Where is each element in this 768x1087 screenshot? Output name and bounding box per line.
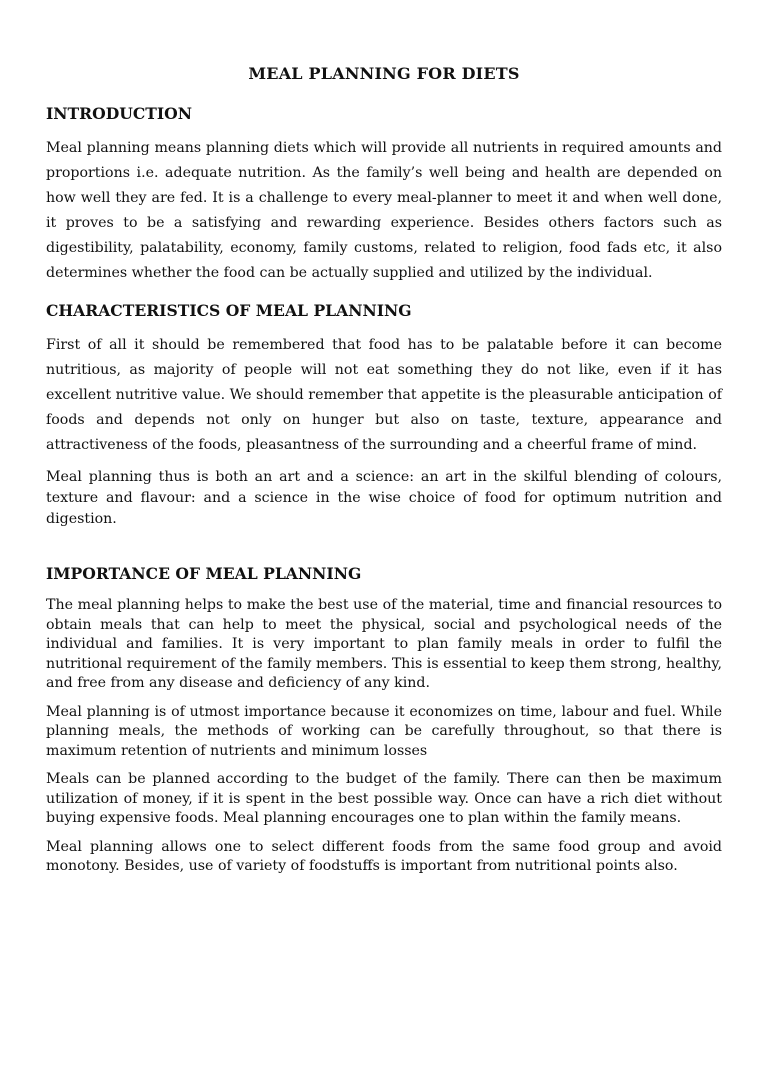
importance-paragraph: Meal planning allows one to select different foods from the same food group and avoid monotony. Besides, use of variety of foodstuffs is important from nutritional points also. [46, 838, 722, 874]
document-title: MEAL PLANNING FOR DIETS [248, 64, 520, 83]
characteristics-paragraph: First of all it should be remembered that food has to be palatable before it can become nutritious, as majority of people will not eat something they do not like, even if it has excellent nutritive value. We should remember that appetite is the pleasurable anticipation of foods and depends not only on hunger but also on taste, texture, appearance and attractiveness of the foods, pleasantness of the surrounding and a cheerful frame of mind. [46, 337, 722, 453]
characteristics-paragraph: Meal planning thus is both an art and a science: an art in the skilful blending of colours, texture and flavour: and a science in the wise choice of food for optimum nutrition and digestion. [46, 469, 722, 527]
importance-paragraph: Meal planning is of utmost importance because it economizes on time, labour and fuel. While planning meals, the methods of working can be carefully throughout, so that there is maximum retention of nutrients and minimum losses [46, 703, 722, 759]
importance-paragraph: The meal planning helps to make the best use of the material, time and financial resources to obtain meals that can help to meet the physical, social and psychological needs of the individual and families. It is very important to plan family meals in order to fulfil the nutritional requirement of the family members. This is essential to keep them strong, healthy, and free from any disease and deficiency of any kind. [46, 597, 722, 691]
section-heading-introduction: INTRODUCTION [46, 104, 192, 123]
importance-paragraph: Meals can be planned according to the budget of the family. There can then be maximum utilization of money, if it is spent in the best possible way. Once can have a rich diet without buying expensive foods. Meal planning encourages one to plan within the family means. [46, 771, 722, 826]
section-heading-importance: IMPORTANCE OF MEAL PLANNING [46, 564, 362, 583]
introduction-paragraph: Meal planning means planning diets which will provide all nutrients in required amounts and proportions i.e. adequate nutrition. As the family’s well being and health are depended on how well they are fed. It is a challenge to every meal-planner to meet it and when well done, it proves to be a satisfying and rewarding experience. Besides others factors such as digestibility, palatability, economy, family customs, related to religion, food fads etc, it also determines whether the food can be actually supplied and utilized by the individual. [46, 140, 722, 281]
section-heading-characteristics: CHARACTERISTICS OF MEAL PLANNING [46, 301, 412, 320]
